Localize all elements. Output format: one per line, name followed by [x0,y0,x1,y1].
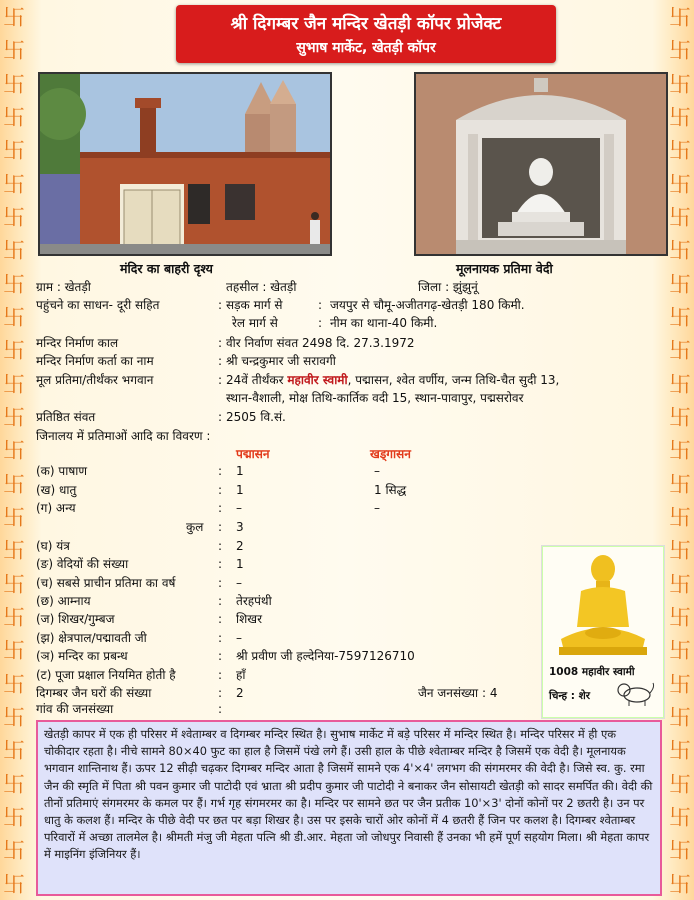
idol-row-padmasan: 1 [236,464,244,478]
swastika-icon: 卐 [668,739,691,765]
swastika-icon: 卐 [668,472,691,498]
detail-row [30,575,530,592]
document-page [30,0,664,900]
idol-total-value: 3 [236,520,244,534]
swastika-icon: 卐 [2,839,25,865]
swastika-icon: 卐 [668,506,691,532]
colon: : [218,594,223,608]
colon: : [218,501,223,515]
idol-row-padmasan: – [236,501,242,515]
swastika-icon: 卐 [2,72,25,98]
detail-row [30,556,530,573]
idol-total-label: कुल [186,520,204,534]
swastika-icon: 卐 [2,239,25,265]
left-swastika-border [0,0,28,900]
idol-row-label: (क) पाषाण [36,464,88,478]
swastika-icon: 卐 [2,172,25,198]
construction-period-label: मन्दिर निर्माण काल [36,336,119,350]
colon: : [218,612,223,626]
swastika-icon: 卐 [2,639,25,665]
swastika-icon: 卐 [2,506,25,532]
colon: : [218,702,223,716]
colon: : [218,336,223,350]
colon: : [218,668,223,682]
colon: : [218,631,223,645]
colon: : [318,316,323,330]
khadgasan-column-header: खड्गासन [370,447,411,461]
mahavir-idol-image [543,547,663,659]
right-swastika-border [666,0,694,900]
swastika-icon: 卐 [2,772,25,798]
colon: : [218,373,223,387]
swastika-icon: 卐 [668,806,691,832]
description-text: खेतड़ी कापर में एक ही परिसर में श्वेताम्बर व दिगम्बर मन्दिर स्थित है। सुभाष मार्केट में बड़े परिसर में मन्दिर स्थित है। मन्दिर परिसर में ही एक चोकीदार रहता है। नीचे सामने 80×40 फुट का हाल है जिसमें पंखे लगे हैं। उसी हाल के पीछे श्वेताम्बर मन्दिर है जिसमें एक वेदी है। मूलनायक भगवान शान्तिनाथ हैं। ऊपर 12 सीढ़ी चढ़कर दिगम्बर मन्दिर आता है जिसमें सामने एक 4'×4' लगभग की संगमरमर की वेदी है। जिसे स्व. कु. रमा जैन की स्मृति में पिता श्री पवन कुमार जी पाटोदी एवं भ्राता श्री प्रदीप कुमार जी पाटोदी ने बनाकर जैन सोसायटी खेतड़ी को सादर समर्पित की। वेदी की तीनों प्रतिमाएं संगमरमर के कमल पर हैं। गर्भ गृह संगमरमर का है। मन्दिर पर सामने छत पर जैन प्रतीक 10'×3' दोनों कोनों पर 2 छतरी है। उन पर धातु के कलश हैं। मन्दिर के पीछे वेदी पर छत पर बड़ा शिखर है। उस पर इसके चारों ओर कोनों में 4 छतरी हैं जिन पर कलश है। दिगम्बर श्वेताम्बर परिवारों में अच्छा तालमेल है। श्रीमती मंजु जी मेहता पत्नि श्री डी.आर. मेहता जो जोधपुर निवासी हैं उनका भी हमें पूर्ण सहयोग मिला। श्री मेहता कापर में माइनिंग इंजिनियर हैं। [44,727,653,862]
district-text: जिला : झुंझुनूं [418,280,478,294]
colon: : [218,557,223,571]
idol-row-khadgasan: – [374,501,380,515]
consecration-value: 2505 वि.सं. [226,410,286,424]
swastika-icon: 卐 [668,39,691,65]
swastika-icon: 卐 [2,439,25,465]
detail-row [30,611,530,628]
swastika-icon: 卐 [2,139,25,165]
detail-row [30,593,530,610]
swastika-icon: 卐 [668,206,691,232]
swastika-icon: 卐 [2,206,25,232]
idol-row-padmasan: 1 [236,483,244,497]
swastika-icon: 卐 [2,472,25,498]
swastika-icon: 卐 [668,439,691,465]
jain-population-text: जैन जनसंख्या : 4 [418,686,498,700]
idols-heading: जिनालय में प्रतिमाओं आदि का विवरण : [36,429,211,443]
swastika-icon: 卐 [2,406,25,432]
swastika-icon: 卐 [668,339,691,365]
page-subtitle: सुभाष मार्केट, खेतड़ी कॉपर [296,40,436,56]
altar-photo-caption: मूलनायक प्रतिमा वेदी [456,261,553,276]
idol-symbol: चिन्ह : शेर [549,690,591,702]
exterior-photo-caption: मंदिर का बाहरी दृश्य [120,261,213,276]
detail-value: 2 [236,686,244,700]
swastika-icon: 卐 [2,106,25,132]
detail-value: तेरहपंथी [236,594,272,608]
idol-row-label: (ख) धातु [36,483,77,497]
main-idol-value [226,372,559,389]
title-banner [176,5,556,63]
detail-label: (ज) शिखर/गुम्बज [36,612,115,626]
swastika-icon: 卐 [668,872,691,898]
construction-period-value: वीर निर्वाण संवत 2498 दि. 27.3.1972 [226,336,415,350]
road-label: सड़क मार्ग से [226,298,283,312]
detail-value: 2 [236,539,244,553]
consecration-label: प्रतिष्ठित संवत [36,410,96,424]
detail-value: – [236,631,242,645]
swastika-icon: 卐 [668,106,691,132]
detail-value: श्री प्रवीण जी हल्देनिया-7597126710 [236,649,415,663]
swastika-icon: 卐 [668,772,691,798]
colon: : [218,576,223,590]
colon: : [218,483,223,497]
swastika-icon: 卐 [2,39,25,65]
detail-value: 1 [236,557,244,571]
swastika-icon: 卐 [668,172,691,198]
builder-label: मन्दिर निर्माण कर्ता का नाम [36,354,154,368]
idol-row-khadgasan: – [374,464,380,478]
swastika-icon: 卐 [2,6,25,32]
detail-label: दिगम्बर जैन घरों की संख्या [36,686,152,700]
swastika-icon: 卐 [2,739,25,765]
detail-value: हाँ [236,668,246,682]
detail-label: (छ) आम्नाय [36,594,91,608]
swastika-icon: 卐 [668,239,691,265]
idol-row [30,500,664,517]
swastika-icon: 卐 [668,272,691,298]
description-box [36,720,662,896]
swastika-icon: 卐 [2,572,25,598]
swastika-icon: 卐 [668,72,691,98]
detail-label: (घ) यंत्र [36,539,70,553]
detail-value: – [236,576,242,590]
colon: : [218,520,223,534]
detail-row [30,648,530,665]
detail-label: (च) सबसे प्राचीन प्रतिमा का वर्ष [36,576,176,590]
swastika-icon: 卐 [668,839,691,865]
swastika-icon: 卐 [2,706,25,732]
main-idol-name: महावीर स्वामी [287,373,348,387]
idol-row-khadgasan: 1 सिद्ध [374,483,407,497]
swastika-icon: 卐 [668,372,691,398]
swastika-icon: 卐 [668,639,691,665]
access-section [30,297,664,333]
detail-label: (ट) पूजा प्रक्षाल नियमित होती है [36,668,176,682]
swastika-icon: 卐 [2,872,25,898]
main-idol-row [30,372,664,408]
detail-row [30,701,530,718]
swastika-icon: 卐 [668,706,691,732]
swastika-icon: 卐 [668,606,691,632]
idol-total-row [30,519,664,536]
main-idol-label: मूल प्रतिमा/तीर्थंकर भगवान [36,373,154,387]
swastika-icon: 卐 [2,339,25,365]
detail-row [30,667,530,684]
swastika-icon: 卐 [2,306,25,332]
temple-exterior-image [40,74,330,254]
padmasan-column-header: पद्मासन [236,447,270,461]
swastika-icon: 卐 [668,6,691,32]
idol-row-label: (ग) अन्य [36,501,76,515]
rail-label: रेल मार्ग से [232,316,278,330]
colon: : [218,410,223,424]
colon: : [218,464,223,478]
idol-name: 1008 महावीर स्वामी [549,666,635,678]
village-text: ग्राम : खेतड़ी [36,280,91,294]
swastika-icon: 卐 [2,672,25,698]
swastika-icon: 卐 [668,139,691,165]
builder-value: श्री चन्द्रकुमार जी सरावगी [226,354,336,368]
swastika-icon: 卐 [668,306,691,332]
swastika-icon: 卐 [2,372,25,398]
detail-label: (झ) क्षेत्रपाल/पद्मावती जी [36,631,147,645]
idol-row [30,482,664,499]
detail-label: (ङ) वेदियों की संख्या [36,557,129,571]
swastika-icon: 卐 [2,606,25,632]
temple-exterior-photo [38,72,332,256]
swastika-icon: 卐 [668,572,691,598]
lion-icon [615,681,655,707]
colon: : [318,298,323,312]
altar-image [416,74,666,254]
main-idol-details: , पद्मासन, श्वेत वर्णीय, जन्म तिथि-चैत सुदी 13, [347,373,560,387]
rail-value: नीम का थाना-40 किमी. [330,316,438,330]
main-idol-prefix: 24वें तीर्थंकर [226,373,284,387]
swastika-icon: 卐 [668,672,691,698]
tehsil-text: तहसील : खेतड़ी [226,280,297,294]
colon: : [218,686,223,700]
consecration-row [30,409,664,426]
idol-card [542,546,664,718]
access-label: पहुंचने का साधन- दूरी सहित [36,298,160,312]
main-idol-details-line2: स्थान-वैशाली, मोक्ष तिथि-कार्तिक वदी 15, स्थान-पावापुर, पद्मसरोवर [226,391,524,405]
colon: : [218,649,223,663]
detail-value: शिखर [236,612,262,626]
idol-row [30,463,664,480]
page-title: श्री दिगम्बर जैन मन्दिर खेतड़ी कॉपर प्रोजेक्ट [230,14,502,34]
swastika-icon: 卐 [668,406,691,432]
colon: : [218,539,223,553]
colon: : [218,354,223,368]
detail-label: (ञ) मन्दिर का प्रबन्ध [36,649,128,663]
detail-label: गांव की जनसंख्या [36,702,114,716]
swastika-icon: 卐 [2,806,25,832]
colon: : [218,298,223,312]
road-value: जयपुर से चौमू-अजीतगढ़-खेतड़ी 180 किमी. [330,298,525,312]
detail-row [30,538,530,555]
swastika-icon: 卐 [2,539,25,565]
swastika-icon: 卐 [2,272,25,298]
swastika-icon: 卐 [668,539,691,565]
altar-photo [414,72,668,256]
builder-row [30,353,664,370]
construction-period-row [30,335,664,352]
detail-row [30,630,530,647]
